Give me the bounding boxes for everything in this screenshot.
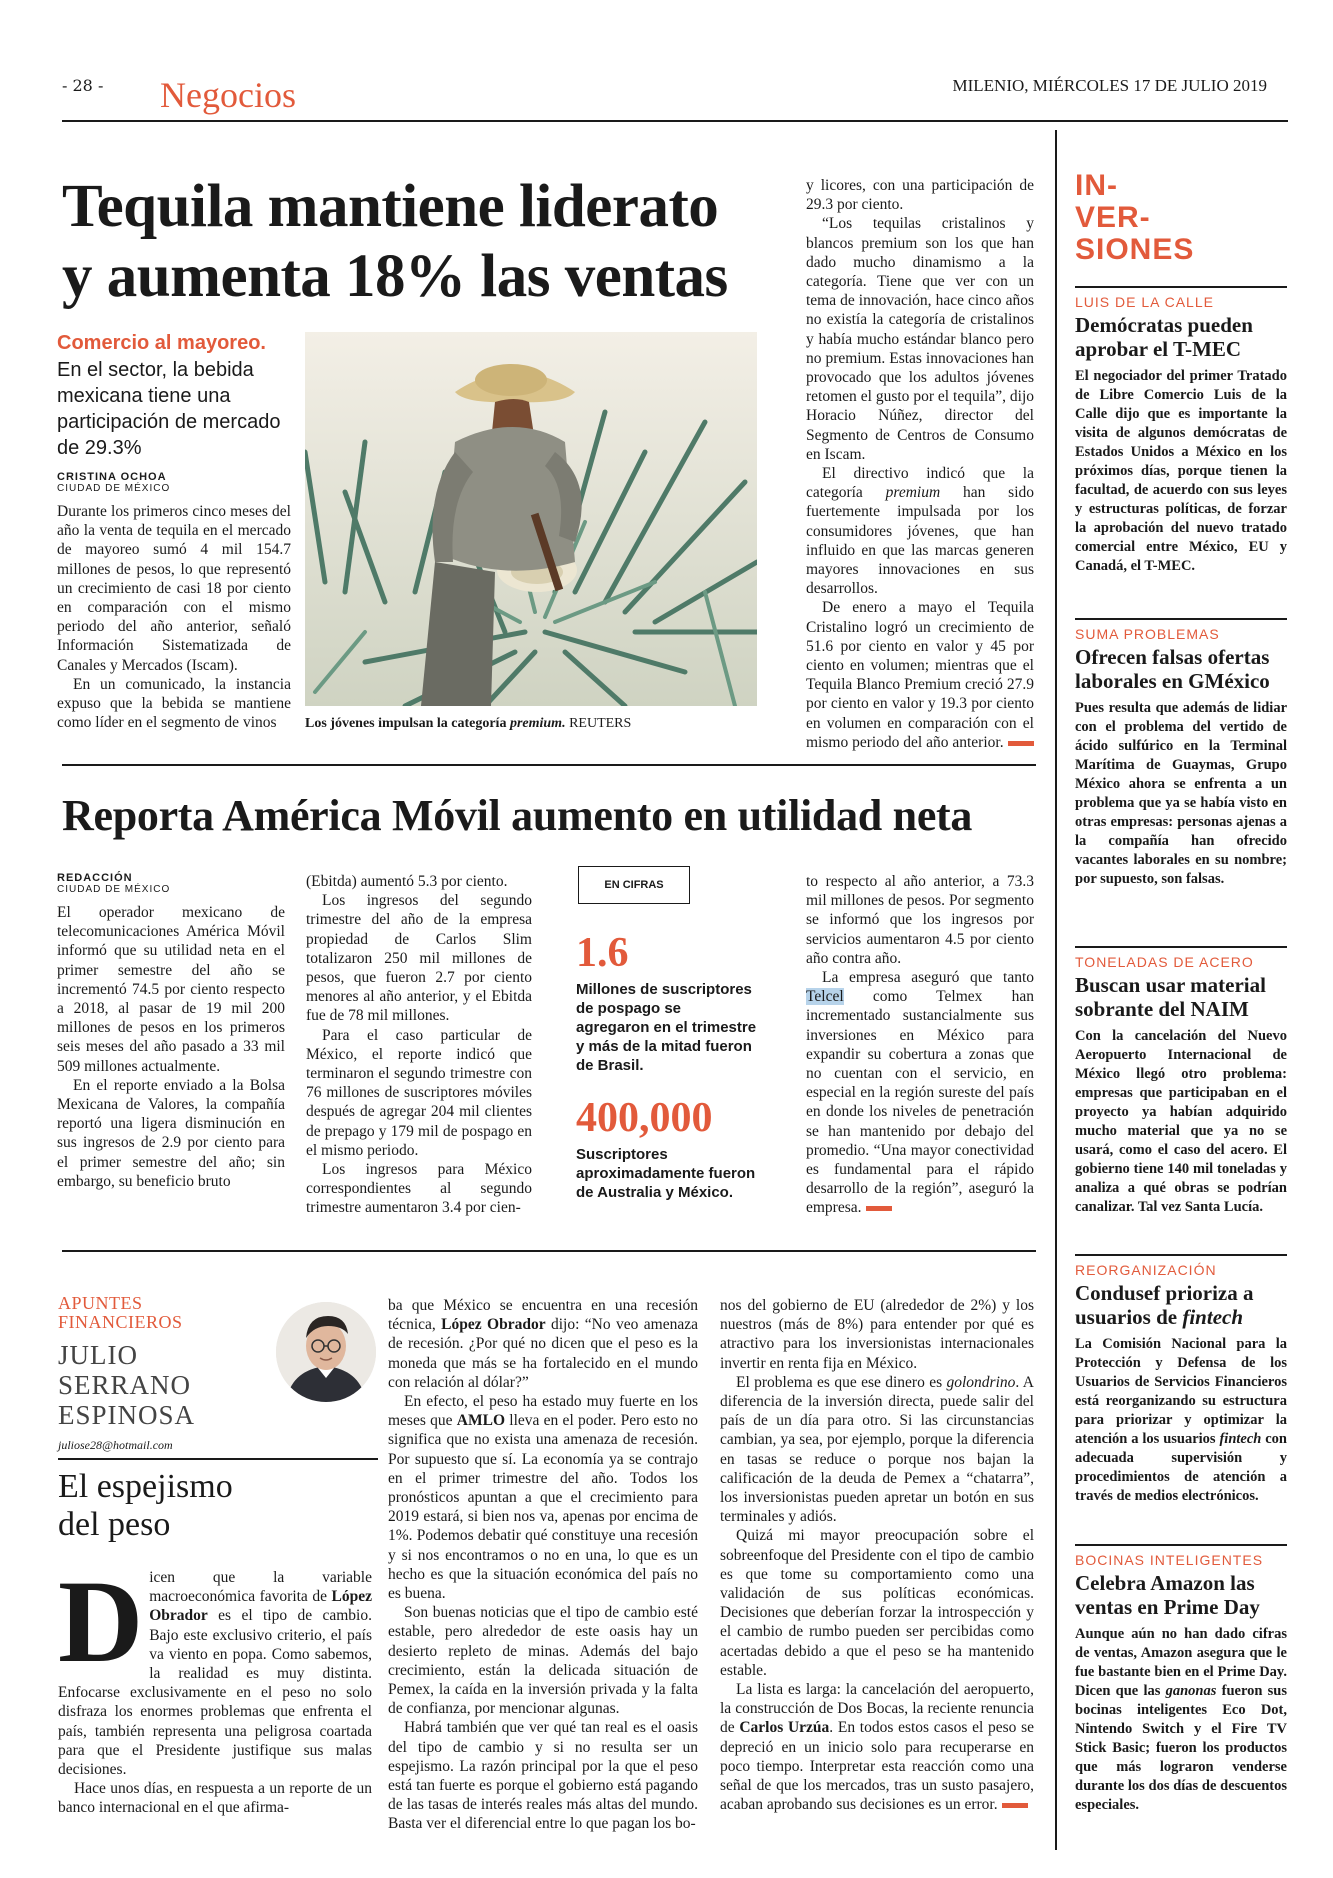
stat1-value: 1.6: [576, 930, 629, 976]
movil-col1-p1: El operador mexicano de telecomunicaciones América Móvil informó que su utilidad neta en el primer semestre del año se incrementó 74.5 por ciento respecto a 2018, al pasar de 19 mil 200 millones de pesos en los primeros seis meses del año pasado a 33 mil 509 millones actualmente.: [57, 904, 285, 1075]
column-col3-p3: Quizá mi mayor preocupación sobre el sobreenfoque del Presidente con el tipo de cambio es que tome su comportamiento como una validación de sus políticas económicas. Decisiones que deberían forzar la introspección y el cambio de rumbo pueden ser percibidas como acertadas debido a que el peso se ha mantenido estable.: [720, 1527, 1034, 1679]
sidebar-item-body: Con la cancelación del Nuevo Aeropuerto Internacional de México llegó otro problema: empresas que participaban en el proyecto ya habían adquirido mucho material que ya no se usará, como el caso del acero. El gobierno tiene 140 mil toneladas y analiza a qué obras se podrían canalizar. Tal vez Santa Lucía.: [1075, 1028, 1287, 1215]
tequila-col1-p1: Durante los primeros cinco meses del año la venta de tequila en el mercado de mayoreo sumó 4 mil 154.7 millones de pesos, lo que representó un crecimiento de casi 18 por ciento en comparación con el mismo periodo del año anterior, señaló Información Sistematizada de Canales y Mercados (Iscam).: [57, 503, 291, 674]
movil-col1: [57, 872, 285, 1191]
column-col1-p1: Dicen que la variable macroeconómica favorita de López Obrador es el tipo de cambio. Bajo este exclusivo criterio, el país va viento en popa. Como sabemos, la realidad es muy distinta. Enfocarse exclusivamente en el peso no solo disfraza los enormes problemas que enfrenta el país, también representa una peligrosa coartada para que el Presidente justifique sus malas decisiones.: [58, 1556, 372, 1779]
tequila-photo: [305, 332, 757, 706]
column-col2-p4: Habrá también que ver qué tan real es el oasis del tipo de cambio y si no resulta ser un espejismo. La razón principal por la que el peso está tan fuerte es porque el gobierno está pagando de las tasas de interés reales más altas del mundo. Basta ver el diferencial entre lo que pagan los bo-: [388, 1719, 698, 1833]
tequila-kicker: Comercio al mayoreo.: [57, 332, 266, 354]
end-mark: [1002, 1803, 1028, 1808]
column-col2-p1: ba que México se encuentra en una recesión técnica, López Obrador dijo: “No veo amenaza de recesión. ¿Por qué no dicen que el peso es la moneda que más se ha fortalecido en el mundo con relación al dólar?”: [388, 1297, 698, 1391]
tequila-col1-p2: En un comunicado, la instancia expuso que la bebida se mantiene como líder en el segmento de vinos: [57, 675, 291, 732]
tequila-headline: [62, 172, 782, 312]
sidebar-item-category: BOCINAS INTELIGENTES: [1075, 1552, 1264, 1568]
column-title-line2: del peso: [58, 1506, 171, 1543]
column-label-line1: APUNTES: [58, 1293, 143, 1313]
sidebar-item-title: Demócratas pueden aprobar el T-MEC: [1075, 313, 1253, 361]
movil-col4-p2: La empresa aseguró que tanto Telcel como Telmex han incrementado sustancialmente sus inversiones en México para expandir su cobertura a zonas que no cuentan con el servicio, en especial en la región sureste del país en donde los niveles de penetración se han mantenido por debajo del promedio. “Una mayor conectividad es fundamental para el rápido desarrollo de la región”, aseguró la empresa.: [806, 969, 1034, 1217]
column-col3-p2: El problema es que ese dinero es golondrino. A diferencia de la inversión directa, puede salir del país de un día para otro. Si las circunstancias cambian, ya sea, por ejemplo, porque la diferencia en tasas se reduce o porque nos bajan la calificación de la deuda de Pemex a “chatarra”, los inversionistas pueden apretar un botón en sus terminales y adiós.: [720, 1373, 1034, 1526]
tequila-dek: En el sector, la bebida mexicana tiene una participación de mercado de 29.3%: [57, 359, 281, 459]
stat2-value: 400,000: [576, 1095, 713, 1141]
column-col3-p4: La lista es larga: la cancelación del aeropuerto, la construcción de Dos Bocas, la reciente renuncia de Carlos Urzúa. En todos estos casos el peso se depreció en un inicio solo para recuperarse en poco tiempo. Interpretar esta reacción como una señal de que los mercados, tras un susto pasajero, acaban aprobando sus decisiones es un error.: [720, 1681, 1034, 1814]
movil-location: CIUDAD DE MÉXICO: [57, 884, 171, 895]
end-mark: [1008, 741, 1034, 746]
column-top-rule: [62, 1250, 1036, 1252]
stat1-desc: Millones de suscriptores de pospago se agregaron en el trimestre y más de la mitad fueron de Brasil.: [576, 981, 757, 1074]
column-title: [58, 1468, 378, 1544]
sidebar-item-2: [1075, 626, 1287, 889]
en-cifras-label: EN CIFRAS: [578, 866, 690, 904]
caption-italic: premium.: [509, 716, 566, 731]
edition-date: MILENIO, MIÉRCOLES 17 DE JULIO 2019: [952, 76, 1267, 95]
sidebar-separator: [1075, 946, 1287, 948]
sidebar-separator: [1075, 286, 1287, 288]
sidebar-item-category: SUMA PROBLEMAS: [1075, 626, 1220, 642]
sidebar-item-title: Buscan usar material sobrante del NAIM: [1075, 973, 1266, 1021]
sidebar-item-category: LUIS DE LA CALLE: [1075, 294, 1214, 310]
movil-col2-p2: Los ingresos del segundo trimestre del año de la empresa propiedad de Carlos Slim totalizaron 250 mil millones de pesos, que fueron 2.7 por ciento menores al año anterior, y el Ebitda fue de 78 mil millones.: [306, 892, 532, 1025]
column-col3: [720, 1296, 1034, 1814]
column-col2-p3: Son buenas noticias que el tipo de cambio esté estable, pero alrededor de este oasis hay un desierto repleto de minas. Además del bajo crecimiento, están la delicada situación de Pemex, la caída en la inversión privada y la falta de confianza, por mencionar algunas.: [388, 1604, 698, 1718]
tequila-col3: [806, 176, 1034, 752]
movil-byline: REDACCIÓN: [57, 872, 133, 884]
sidebar-item-body: El negociador del primer Tratado de Libre Comercio Luis de la Calle dijo que es importante la visita de algunos demócratas de Estados Unidos a México en los próximos días, porque tienen la facultad, de acuerdo con sus leyes y estructuras políticas, de forzar la aprobación del nuevo tratado comercial entre México, EU y Canadá, el T-MEC.: [1075, 368, 1287, 574]
drop-cap: D: [58, 1556, 144, 1687]
photo-caption: [305, 716, 631, 732]
tequila-headline-line1: Tequila mantiene liderato: [62, 173, 719, 240]
sidebar-item-body: La Comisión Nacional para la Protección y Defensa de los Usuarios de Servicios Financieros está reorganizando su estructura para priorizar y optimizar la atención a los usuarios fintech con adecuada supervisión y procedimientos de atención a través de medios electrónicos.: [1075, 1336, 1287, 1504]
author-line1: JULIO: [58, 1340, 138, 1370]
section-title: Negocios: [160, 75, 296, 115]
page-number: - 28 -: [62, 76, 104, 95]
movil-col4: [806, 872, 1034, 1218]
sidebar-separator: [1075, 1544, 1287, 1546]
sidebar-header: [1075, 170, 1194, 266]
sidebar-item-title: Celebra Amazon las ventas en Prime Day: [1075, 1571, 1260, 1619]
column-col1-p2: Hace unos días, en respuesta a un reporte de un banco internacional en el que afirma-: [58, 1780, 372, 1817]
tequila-col3-p3: El directivo indicó que la categoría premium han sido fuertemente impulsada por los consumidores jóvenes, que han influido en que las marcas generen mayores innovaciones en sus desarrollos.: [806, 465, 1035, 598]
caption-credit: REUTERS: [565, 716, 632, 731]
column-col3-p1: nos del gobierno de EU (alrededor de 2%) y los nuestros (más de 8%) para entender por qué es atractivo para los inversionistas internacionales invertir en renta fija en México.: [720, 1297, 1034, 1372]
header-rule: [62, 120, 1288, 122]
sidebar-item-title: Condusef prioriza a usuarios de fintech: [1075, 1281, 1254, 1329]
caption-bold: Los jóvenes impulsan la categoría: [305, 716, 510, 731]
column-label-line2: FINANCIEROS: [58, 1312, 183, 1332]
column-col2: [388, 1296, 698, 1834]
column-divider-right: [1055, 130, 1057, 1850]
author-line2: SERRANO: [58, 1370, 192, 1400]
sidebar-item-body: Pues resulta que además de lidiar con el problema del vertido de ácido sulfúrico en la Terminal Marítima de Guaymas, Grupo México ahora se enfrenta a un problema que ya se había visto en otras empresas: personas ajenas a la compañía han ofrecido vacantes laborales en su nombre; por supuesto, son falsas.: [1075, 700, 1287, 887]
tequila-col1: [57, 502, 291, 732]
sidebar-header-line2: VER-: [1075, 201, 1151, 234]
sidebar-item-5: [1075, 1552, 1287, 1815]
sidebar-item-body: Aunque aún no han dado cifras de ventas, Amazon asegura que le fue bastante bien en el Prime Day. Dicen que las ganonas fueron sus bocinas inteligentes Eco Dot, Nintendo Switch y el Fire TV Stick Basic; fueron los productos que más lograron venderse durante los dos días de descuentos especiales.: [1075, 1626, 1288, 1813]
column-title-rule: [58, 1458, 378, 1460]
tequila-location: CIUDAD DE MÉXICO: [57, 483, 171, 494]
column-title-line1: El espejismo: [58, 1468, 233, 1505]
movil-col1-p2: En el reporte enviado a la Bolsa Mexicana de Valores, la compañía reportó una ligera disminución en sus ingresos de 2.9 por ciento para el primer semestre del año; sin embargo, su beneficio bruto: [57, 1076, 285, 1190]
movil-headline: Reporta América Móvil aumento en utilidad neta: [62, 791, 973, 840]
sidebar-item-category: REORGANIZACIÓN: [1075, 1262, 1217, 1278]
tequila-headline-line2: y aumenta 18% las ventas: [62, 243, 728, 310]
sidebar-header-line1: IN-: [1075, 169, 1118, 202]
column-col2-p2: En efecto, el peso ha estado muy fuerte en los meses que AMLO lleva en el poder. Pero esto no significa que no exista una amenaza de recesión. Por supuesto que sí. La economía ya se contrajo en el primer trimestre del año. Todos los pronósticos apuntan a que el crecimiento para 2019 estará, si bien nos va, apenas por encima de 1%. Podemos debatir qué constituye una recesión y si nos encontramos o no en una, lo que es un hecho es que la situación económica del país no es buena.: [388, 1393, 698, 1603]
sidebar-item-4: [1075, 1262, 1287, 1506]
sidebar-header-line3: SIONES: [1075, 233, 1195, 266]
tequila-byline: CRISTINA OCHOA: [57, 471, 167, 483]
sidebar-item-category: TONELADAS DE ACERO: [1075, 954, 1254, 970]
movil-col1-text: [57, 903, 285, 1191]
stats-panel: [576, 930, 758, 1202]
movil-col2-p3: Para el caso particular de México, el reporte indicó que terminaron el segundo trimestre con 76 millones de suscriptores móviles después de agregar 204 mil clientes de prepago y 179 mil de pospago en el mismo periodo.: [306, 1026, 532, 1159]
tequila-col3-p1: y licores, con una participación de 29.3 por ciento.: [806, 177, 1034, 214]
sidebar-item-3: [1075, 954, 1287, 1217]
tequila-col3-p4: De enero a mayo el Tequila Cristalino logró un crecimiento de 51.6 por ciento en valor y 45 por ciento en volumen; mientras que el Tequila Blanco Premium creció 27.9 por ciento en valor y 19.3 por ciento en volumen en comparación con el mismo periodo del año anterior.: [806, 599, 1034, 751]
sidebar-separator: [1075, 1254, 1287, 1256]
sidebar-item-title: Ofrecen falsas ofertas laborales en GMéxico: [1075, 645, 1270, 693]
movil-col4-p1: to respecto al año anterior, a 73.3 mil millones de pesos. Por segmento se informó que los ingresos por servicios aumentaron 4.5 por ciento año contra año.: [806, 873, 1034, 967]
author-photo: [276, 1302, 376, 1402]
author-email: juliose28@hotmail.com: [58, 1438, 173, 1452]
movil-col2-p4: Los ingresos para México correspondientes al segundo trimestre aumentaron 3.4 por cien-: [306, 1161, 532, 1217]
sidebar-item-1: [1075, 294, 1287, 576]
end-mark: [866, 1206, 892, 1211]
tequila-col3-p2: “Los tequilas cristalinos y blancos premium son los que han dado mucho dinamismo a la categoría. Tiene que ver con un tema de innovación, hace cinco años no existía la categoría de cristalinos y había mucho estándar blanco pero no premium. Estas innovaciones han provocado que los adultos jóvenes retomen el gusto por el tequila”, dijo Horacio Núñez, director del Segmento de Centros de Consumo en Iscam.: [806, 215, 1034, 463]
movil-col2-p1: (Ebitda) aumentó 5.3 por ciento.: [306, 873, 508, 890]
telcel-highlight: Telcel: [806, 988, 844, 1006]
tequila-intro: [57, 332, 291, 732]
author-line3: ESPINOSA: [58, 1400, 196, 1430]
sidebar-separator: [1075, 618, 1287, 620]
stat2-desc: Suscriptores aproximadamente fueron de Australia y México.: [576, 1146, 756, 1201]
movil-col2: [306, 872, 532, 1218]
story-divider: [62, 764, 1036, 766]
column-col1: [58, 1556, 372, 1818]
